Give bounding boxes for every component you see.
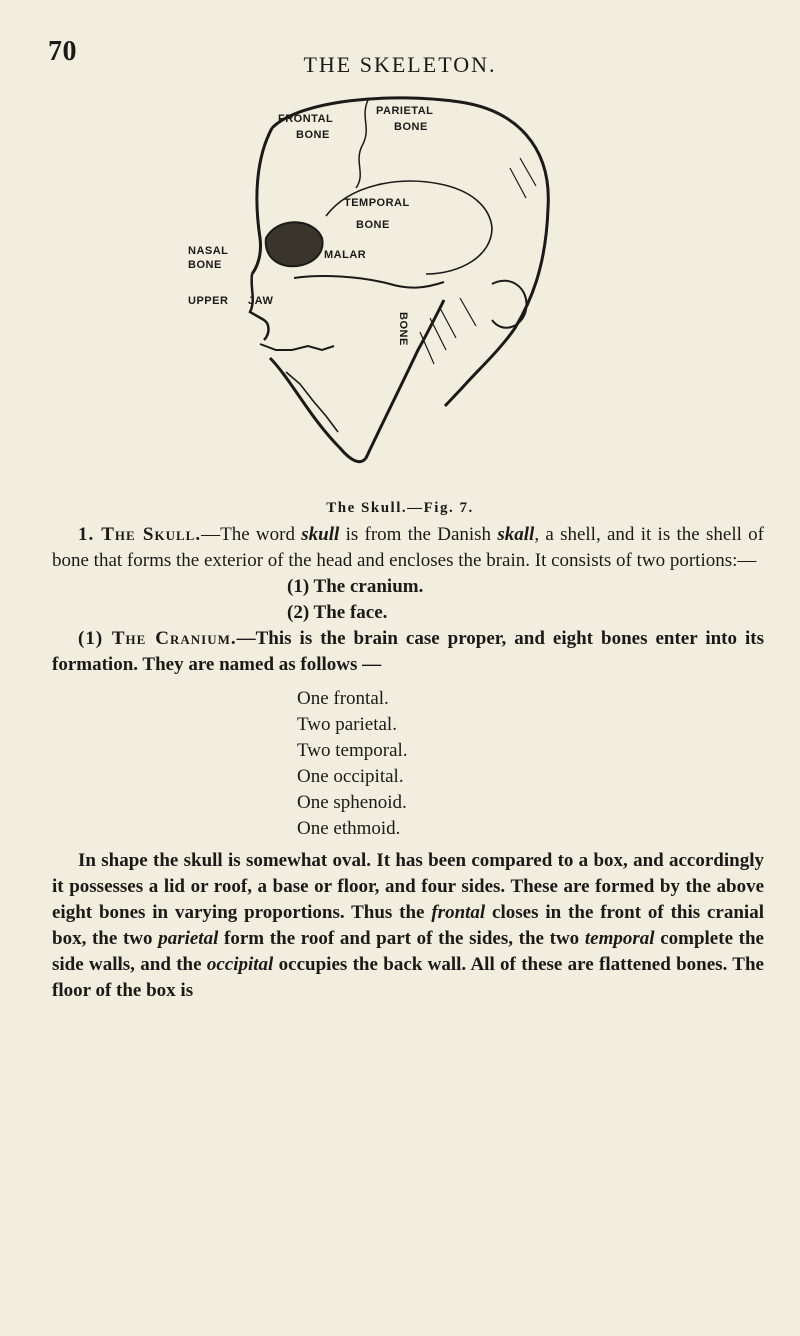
label-nasal: NASAL [188, 245, 229, 257]
shape-text-d: complete the side walls, and the [52, 928, 764, 975]
label-parietal: PARIETAL [376, 105, 434, 117]
parietal-word: parietal [158, 928, 219, 949]
shape-text-a: In shape the skull is somewhat oval. It has been compared to a box, and accordingly it possesses a lid or roof, a base or floor, and four sides. These are formed by the above eight bones in varying proportions. Thus the [52, 850, 764, 923]
skall-word: skall [497, 524, 535, 545]
cranium-text: —This is the brain case proper, and eight bones enter into its formation. They are named as follows — [52, 628, 764, 675]
occipital-word: occipital [206, 954, 274, 975]
skull-text-c: , a shell, and it is the shell of bone that forms the exterior of the head and encloses the brain. It consists of two portions:— [52, 524, 764, 571]
label-jaw: JAW [248, 295, 274, 307]
skull-heading: 1. The Skull. [78, 524, 202, 545]
label-frontal: FRONTAL [278, 113, 334, 125]
orbit-outline [266, 222, 323, 266]
list-item: One frontal. [297, 688, 389, 709]
list-item: One sphenoid. [297, 792, 407, 813]
label-bone-vertical: BONE [397, 312, 409, 346]
coronal-suture [356, 100, 368, 188]
label-malar: MALAR [324, 249, 367, 261]
label-nasal-bone: BONE [188, 259, 222, 271]
skull-paragraph [52, 522, 764, 574]
shape-text-b: closes in the front of this cranial box, the two [52, 902, 764, 949]
shape-text-e: occupies the back wall. All of these are flattened bones. The floor of the box is [52, 954, 764, 1001]
skull-illustration [188, 88, 570, 488]
cranium-heading: (1) The Cranium. [78, 628, 237, 649]
label-parietal-bone: BONE [394, 121, 428, 133]
label-temporal-bone: BONE [356, 219, 390, 231]
figure-caption: The Skull.—Fig. 7. [326, 500, 474, 516]
malar-outline [294, 276, 444, 288]
shape-text-c: form the roof and part of the sides, the two [218, 928, 585, 949]
nasal-outline [250, 274, 269, 340]
label-temporal: TEMPORAL [344, 197, 410, 209]
body-text [52, 522, 764, 1004]
shape-paragraph [52, 848, 764, 1004]
label-upper: UPPER [188, 295, 229, 307]
list-item: Two temporal. [297, 740, 408, 761]
upper-teeth [260, 344, 334, 350]
skull-figure [188, 88, 570, 488]
page-number: 70 [48, 36, 77, 67]
temporal-word: temporal [584, 928, 655, 949]
running-title: THE SKELETON. [303, 52, 497, 77]
skull-text-b: is from the Danish [339, 524, 498, 545]
label-frontal-bone: BONE [296, 129, 330, 141]
list-item: One ethmoid. [297, 818, 401, 839]
ear-outline [492, 281, 527, 328]
skull-text-a: —The word [201, 524, 302, 545]
skull-word: skull [301, 524, 340, 545]
shading [420, 158, 536, 364]
list-item: One occipital. [297, 766, 404, 787]
portions-list [52, 574, 764, 626]
list-item: (2) The face. [287, 602, 388, 623]
mandible-teeth [286, 372, 338, 432]
cranium-paragraph [52, 626, 764, 678]
frontal-word: frontal [431, 902, 486, 923]
list-item: Two parietal. [297, 714, 397, 735]
cranial-bones-list [52, 686, 764, 842]
list-item: (1) The cranium. [287, 576, 424, 597]
